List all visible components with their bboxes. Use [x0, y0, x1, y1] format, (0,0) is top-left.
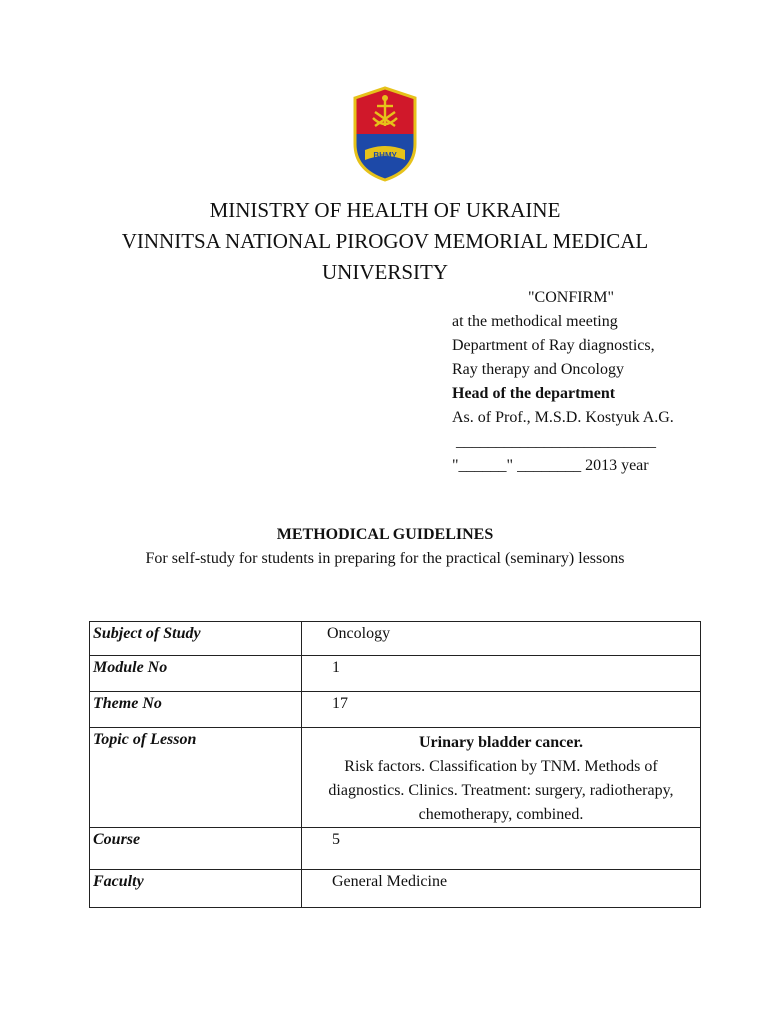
row-value: Oncology [302, 622, 701, 656]
university-name-line1: VINNITSA NATIONAL PIROGOV MEMORIAL MEDICAL [121, 229, 649, 253]
university-name-line2: UNIVERSITY [322, 260, 448, 284]
confirm-department-cont: Ray therapy and Oncology [452, 361, 624, 378]
topic-cell [302, 728, 701, 828]
row-label: Theme No [90, 692, 302, 728]
topic-details: Risk factors. Classification by TNM. Methods of diagnostics. Clinics. Treatment: surgery, radiotherapy, chemotherapy, combined. [328, 758, 674, 823]
row-label: Subject of Study [90, 622, 302, 656]
confirm-meeting: at the methodical meeting [452, 313, 618, 330]
row-value: 17 [302, 692, 701, 728]
table-row [90, 692, 701, 728]
table-row [90, 622, 701, 656]
row-label: Topic of Lesson [90, 728, 302, 828]
confirm-title: "CONFIRM" [528, 289, 614, 306]
lesson-info-table [89, 621, 701, 908]
ministry-title: MINISTRY OF HEALTH OF UKRAINE [209, 198, 561, 222]
confirm-head: Head of the department [452, 385, 616, 402]
guidelines-subtitle: For self-study for students in preparing for the practical (seminary) lessons [145, 550, 625, 567]
row-label: Faculty [90, 870, 302, 908]
table-row [90, 870, 701, 908]
emblem-text: ВНМУ [373, 151, 397, 160]
signature-line: _________________________ [456, 433, 656, 450]
row-label: Module No [90, 656, 302, 692]
table-row [90, 828, 701, 870]
university-emblem [351, 86, 419, 182]
row-value: 1 [302, 656, 701, 692]
row-label: Course [90, 828, 302, 870]
confirm-department: Department of Ray diagnostics, [452, 337, 655, 354]
confirm-block [452, 286, 674, 478]
row-value: 5 [302, 828, 701, 870]
confirm-date: "______" ________ 2013 year [452, 457, 649, 474]
table-row [90, 656, 701, 692]
table-row [90, 728, 701, 828]
guidelines-title: METHODICAL GUIDELINES [276, 526, 494, 543]
topic-title: Urinary bladder cancer. [419, 734, 583, 751]
row-value: General Medicine [302, 870, 701, 908]
confirm-name: As. of Prof., M.S.D. Kostyuk A.G. [452, 409, 674, 426]
